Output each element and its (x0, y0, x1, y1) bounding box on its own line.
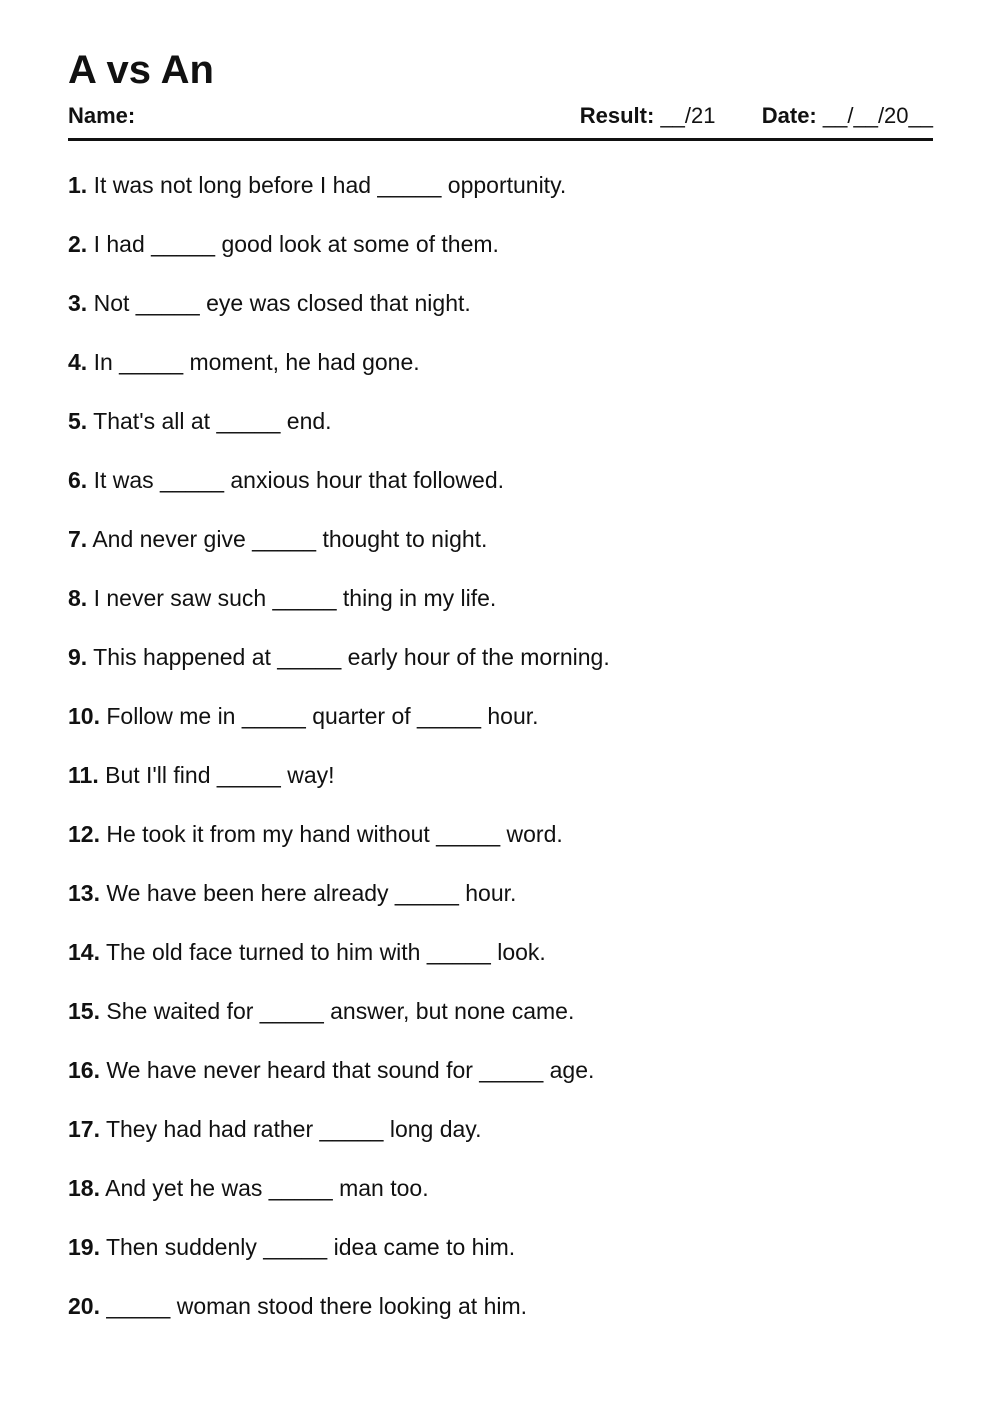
question-number: 20. (68, 1293, 100, 1319)
question-item (68, 1291, 933, 1350)
question-item (68, 642, 933, 701)
date-label: Date: (761, 103, 817, 128)
date-value: __/__/20__ (822, 103, 933, 128)
question-text: It was _____ anxious hour that followed. (93, 467, 505, 493)
question-item (68, 701, 933, 760)
question-text: He took it from my hand without _____ word. (106, 821, 563, 847)
worksheet-header (68, 102, 933, 130)
question-text: We have been here already _____ hour. (106, 880, 517, 906)
question-number: 6. (68, 467, 88, 493)
question-number: 11. (68, 762, 99, 788)
question-text: Not _____ eye was closed that night. (93, 290, 471, 316)
question-item (68, 996, 933, 1055)
question-number: 16. (68, 1057, 100, 1083)
result-label: Result: (579, 103, 655, 128)
question-item (68, 288, 933, 347)
question-item (68, 1232, 933, 1291)
header-divider (68, 138, 933, 141)
question-number: 19. (68, 1234, 100, 1260)
question-text: It was not long before I had _____ opportunity. (93, 172, 567, 198)
question-number: 18. (68, 1175, 100, 1201)
question-item (68, 819, 933, 878)
worksheet-title: A vs An (68, 48, 214, 92)
question-text: And yet he was _____ man too. (105, 1175, 429, 1201)
question-text: Then suddenly _____ idea came to him. (105, 1234, 516, 1260)
question-number: 3. (68, 290, 88, 316)
question-number: 15. (68, 998, 100, 1024)
question-number: 12. (68, 821, 100, 847)
question-item (68, 937, 933, 996)
question-text: She waited for _____ answer, but none came. (106, 998, 575, 1024)
question-item (68, 1173, 933, 1232)
question-text: They had had rather _____ long day. (105, 1116, 482, 1142)
question-list (68, 170, 933, 1350)
question-number: 14. (68, 939, 100, 965)
question-text: _____ woman stood there looking at him. (106, 1293, 528, 1319)
question-number: 10. (68, 703, 100, 729)
question-item (68, 406, 933, 465)
question-item (68, 347, 933, 406)
question-text: But I'll find _____ way! (105, 762, 335, 788)
question-item (68, 465, 933, 524)
question-item (68, 1055, 933, 1114)
question-text: Follow me in _____ quarter of _____ hour. (106, 703, 539, 729)
question-text: The old face turned to him with _____ look. (105, 939, 546, 965)
question-text: In _____ moment, he had gone. (93, 349, 420, 375)
question-text: I never saw such _____ thing in my life. (93, 585, 497, 611)
question-text: This happened at _____ early hour of the morning. (93, 644, 610, 670)
result-date-group (580, 102, 933, 130)
question-item (68, 878, 933, 937)
question-item (68, 760, 933, 819)
question-number: 7. (68, 526, 88, 552)
question-item (68, 583, 933, 642)
question-item (68, 1114, 933, 1173)
question-text: And never give _____ thought to night. (92, 526, 488, 552)
result-value: __/21 (660, 103, 716, 128)
question-number: 8. (68, 585, 88, 611)
question-text: We have never heard that sound for _____ age. (106, 1057, 595, 1083)
question-text: I had _____ good look at some of them. (93, 231, 499, 257)
question-number: 1. (68, 172, 88, 198)
question-text: That's all at _____ end. (93, 408, 332, 434)
question-number: 17. (68, 1116, 100, 1142)
question-number: 13. (68, 880, 100, 906)
question-item (68, 170, 933, 229)
question-number: 2. (68, 231, 88, 257)
question-item (68, 524, 933, 583)
question-number: 9. (68, 644, 88, 670)
name-label: Name: (68, 103, 136, 128)
question-item (68, 229, 933, 288)
question-number: 5. (68, 408, 88, 434)
question-number: 4. (68, 349, 88, 375)
